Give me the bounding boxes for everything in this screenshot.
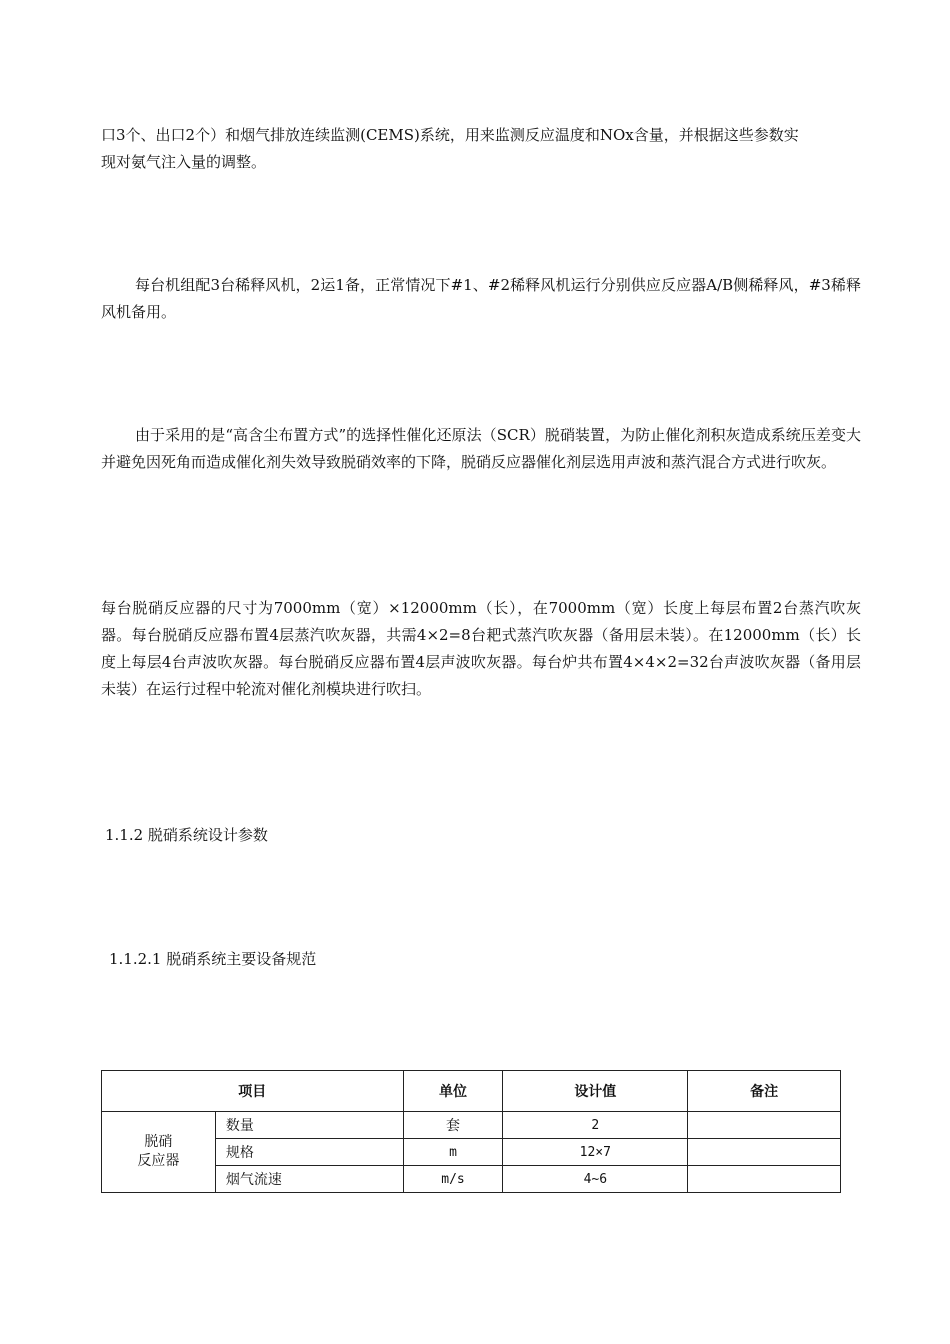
paragraph-monitoring-line1: 口3个、出口2个）和烟气排放连续监测(CEMS)系统，用来监测反应温度和NOx含量，并根据这些参数实 bbox=[101, 126, 799, 144]
cell-unit: 套 bbox=[403, 1112, 503, 1139]
header-design-value: 设计值 bbox=[503, 1071, 688, 1112]
cell-unit: m bbox=[403, 1139, 503, 1166]
header-note: 备注 bbox=[688, 1071, 841, 1112]
cell-note bbox=[688, 1166, 841, 1193]
table-row bbox=[102, 1112, 841, 1139]
group-label-denitration-reactor bbox=[102, 1112, 216, 1193]
paragraph-soot-blowing: 由于采用的是“高含尘布置方式”的选择性催化还原法（SCR）脱硝装置，为防止催化剂积灰造成系统压差变大并避免因死角而造成催化剂失效导致脱硝效率的下降，脱硝反应器催化剂层选用声波和蒸汽混合方式进行吹灰。 bbox=[101, 426, 861, 471]
group-label-line2: 反应器 bbox=[137, 1153, 180, 1169]
header-unit: 单位 bbox=[403, 1071, 503, 1112]
header-item: 项目 bbox=[102, 1071, 404, 1112]
cell-note bbox=[688, 1139, 841, 1166]
paragraph-monitoring-line2: 现对氨气注入量的调整。 bbox=[101, 153, 267, 171]
table-header-row bbox=[102, 1071, 841, 1112]
cell-value: 12×7 bbox=[503, 1139, 688, 1166]
paragraph-dilution-fans: 每台机组配3台稀释风机，2运1备，正常情况下#1、#2稀释风机运行分别供应反应器A/B侧稀释风，#3稀释风机备用。 bbox=[101, 276, 861, 321]
paragraph-monitoring bbox=[101, 122, 861, 176]
cell-value: 4~6 bbox=[503, 1166, 688, 1193]
cell-item: 烟气流速 bbox=[215, 1166, 403, 1193]
equipment-spec-table bbox=[101, 1070, 841, 1193]
cell-item: 数量 bbox=[215, 1112, 403, 1139]
group-label-line1: 脱硝 bbox=[144, 1134, 173, 1150]
cell-unit: m/s bbox=[403, 1166, 503, 1193]
cell-value: 2 bbox=[503, 1112, 688, 1139]
cell-note bbox=[688, 1112, 841, 1139]
cell-item: 规格 bbox=[215, 1139, 403, 1166]
section-heading-design-params: 1.1.2 脱硝系统设计参数 bbox=[105, 826, 268, 844]
section-heading-equipment-spec: 1.1.2.1 脱硝系统主要设备规范 bbox=[109, 950, 317, 968]
paragraph-reactor-size: 每台脱硝反应器的尺寸为7000mm（宽）×12000mm（长），在7000mm（宽）长度上每层布置2台蒸汽吹灰器。每台脱硝反应器布置4层蒸汽吹灰器，共需4×2=8台耙式蒸汽吹灰器（备用层未装）。在12000mm（长）长度上每层4台声波吹灰器。每台脱硝反应器布置4层声波吹灰器。每台炉共布置4×4×2=32台声波吹灰器（备用层未装）在运行过程中轮流对催化剂模块进行吹扫。 bbox=[101, 599, 861, 698]
